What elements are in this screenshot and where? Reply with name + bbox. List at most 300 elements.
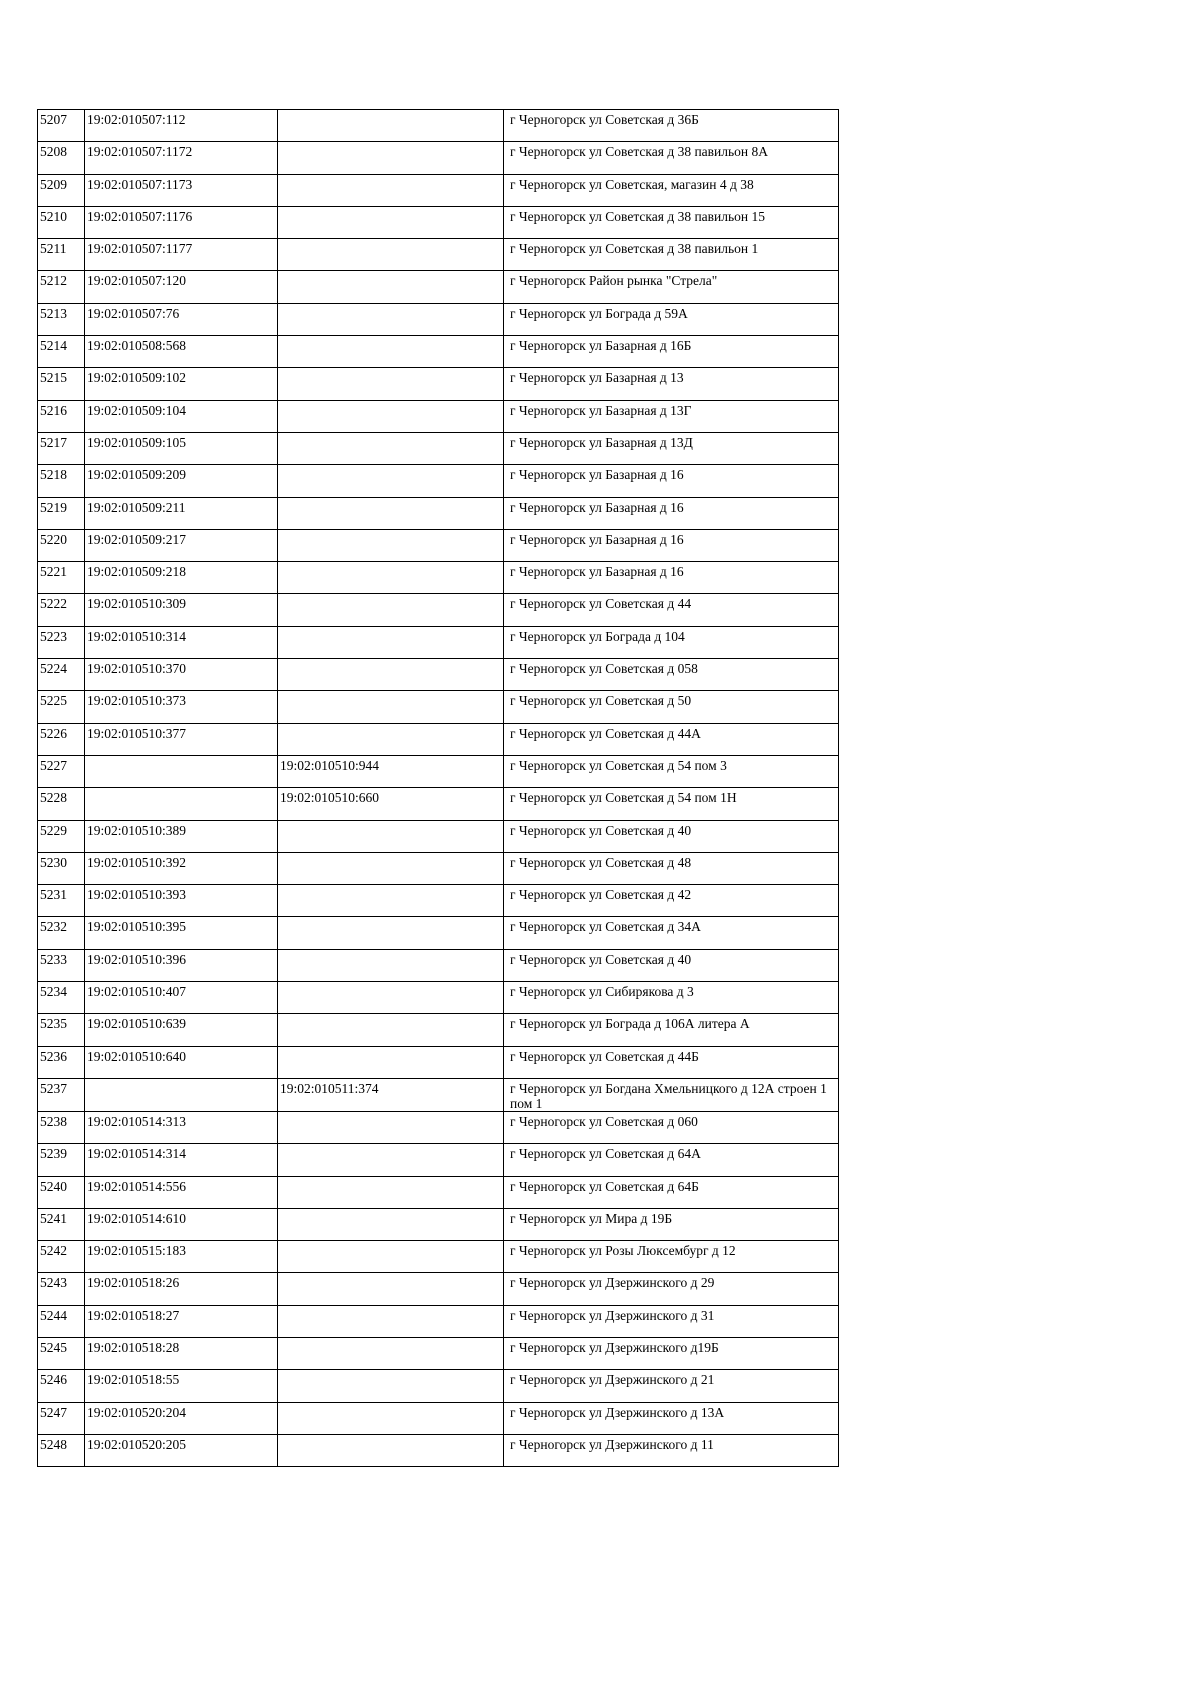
cadastral-number-cell-text: 19:02:010518:28: [87, 1339, 180, 1355]
address-cell-text: г Черногорск ул Советская, магазин 4 д 38: [510, 176, 754, 192]
row-number-cell: [38, 626, 85, 658]
table-row: [38, 949, 839, 981]
cadastral-number-cell: [85, 303, 278, 335]
row-number-cell: [38, 691, 85, 723]
row-number-cell-text: 5227: [40, 757, 67, 773]
row-number-cell: [38, 1370, 85, 1402]
cadastral-number-cell: [85, 1305, 278, 1337]
room-cadastral-number-cell-text: [280, 982, 503, 984]
room-cadastral-number-cell-text: [280, 1403, 503, 1405]
cadastral-number-cell: [85, 1402, 278, 1434]
row-number-cell: [38, 1305, 85, 1337]
room-cadastral-number-cell: [278, 465, 504, 497]
row-number-cell-text: 5244: [40, 1307, 67, 1323]
address-cell-text: г Черногорск Район рынка "Стрела": [510, 273, 718, 289]
room-cadastral-number-cell-text: [280, 271, 503, 273]
cadastral-number-cell-text: 19:02:010509:209: [87, 467, 187, 483]
table-row: [38, 1144, 839, 1176]
address-cell-text: г Черногорск ул Дзержинского д 13А: [510, 1404, 725, 1420]
cadastral-number-cell: [85, 885, 278, 917]
cadastral-number-cell: [85, 432, 278, 464]
row-number-cell: [38, 788, 85, 820]
row-number-cell-text: 5211: [40, 241, 67, 257]
table-row: [38, 1402, 839, 1434]
cadastral-number-cell-text: 19:02:010514:314: [87, 1146, 187, 1162]
room-cadastral-number-cell: [278, 174, 504, 206]
table-row: [38, 755, 839, 787]
room-cadastral-number-cell: [278, 336, 504, 368]
cadastral-number-cell-text: 19:02:010507:1177: [87, 241, 193, 257]
table-row: [38, 432, 839, 464]
row-number-cell: [38, 1014, 85, 1046]
cadastral-number-cell-text: 19:02:010515:183: [87, 1243, 187, 1259]
address-cell-text: г Черногорск ул Советская д 058: [510, 661, 698, 677]
table-row: [38, 691, 839, 723]
row-number-cell-text: 5237: [40, 1080, 67, 1096]
address-cell-text: г Черногорск ул Советская д 38 павильон 15: [510, 208, 766, 224]
room-cadastral-number-cell-text: [280, 917, 503, 919]
row-number-cell: [38, 1241, 85, 1273]
cadastral-number-cell-text: 19:02:010510:389: [87, 822, 187, 838]
address-cell: [504, 206, 839, 238]
table-row: [38, 917, 839, 949]
row-number-cell-text: 5235: [40, 1016, 67, 1032]
address-cell: [504, 755, 839, 787]
cadastral-number-cell-text: 19:02:010507:112: [87, 112, 186, 127]
cadastral-number-cell-text: 19:02:010518:55: [87, 1372, 180, 1388]
row-number-cell-text: 5207: [40, 112, 67, 127]
table-row: [38, 529, 839, 561]
row-number-cell: [38, 368, 85, 400]
address-cell-text: г Черногорск ул Базарная д 16: [510, 564, 684, 580]
room-cadastral-number-cell-text: [280, 821, 503, 823]
table-row: [38, 1046, 839, 1078]
room-cadastral-number-cell-text: [280, 1112, 503, 1114]
address-cell: [504, 659, 839, 691]
row-number-cell-text: 5239: [40, 1146, 67, 1162]
cadastral-number-cell-text: 19:02:010507:1173: [87, 176, 193, 192]
row-number-cell-text: 5242: [40, 1243, 67, 1259]
row-number-cell: [38, 1337, 85, 1369]
row-number-cell-text: 5221: [40, 564, 67, 580]
row-number-cell-text: 5240: [40, 1178, 67, 1194]
cadastral-number-cell-text: 19:02:010509:105: [87, 434, 187, 450]
row-number-cell-text: 5225: [40, 693, 67, 709]
address-cell: [504, 917, 839, 949]
cadastral-number-cell: [85, 497, 278, 529]
address-cell: [504, 723, 839, 755]
row-number-cell: [38, 303, 85, 335]
cadastral-number-cell-text: [87, 756, 277, 758]
cadastral-number-cell-text: 19:02:010510:392: [87, 854, 187, 870]
cadastral-number-cell: [85, 982, 278, 1014]
address-cell-text: г Черногорск ул Розы Люксембург д 12: [510, 1243, 736, 1259]
cadastral-number-cell-text: 19:02:010509:218: [87, 564, 187, 580]
room-cadastral-number-cell: [278, 529, 504, 561]
room-cadastral-number-cell: [278, 723, 504, 755]
row-number-cell: [38, 239, 85, 271]
cadastral-number-cell-text: 19:02:010510:393: [87, 887, 187, 903]
address-cell-text: г Черногорск ул Советская д 54 пом 1Н: [510, 790, 737, 806]
table-row: [38, 142, 839, 174]
room-cadastral-number-cell: [278, 271, 504, 303]
cadastral-number-cell-text: 19:02:010514:556: [87, 1178, 187, 1194]
row-number-cell-text: 5230: [40, 854, 67, 870]
cadastral-number-cell-text: 19:02:010508:568: [87, 338, 187, 354]
address-cell: [504, 1434, 839, 1466]
table-row: [38, 206, 839, 238]
cadastral-number-cell-text: 19:02:010510:640: [87, 1048, 187, 1064]
room-cadastral-number-cell: [278, 982, 504, 1014]
row-number-cell: [38, 497, 85, 529]
cadastral-number-cell: [85, 723, 278, 755]
address-cell-text: г Черногорск ул Дзержинского д 11: [510, 1436, 714, 1452]
row-number-cell: [38, 174, 85, 206]
row-number-cell: [38, 885, 85, 917]
cadastral-number-cell: [85, 142, 278, 174]
room-cadastral-number-cell: [278, 142, 504, 174]
row-number-cell: [38, 723, 85, 755]
cadastral-number-cell: [85, 562, 278, 594]
row-number-cell-text: 5229: [40, 822, 67, 838]
cadastral-number-cell-text: 19:02:010509:211: [87, 499, 186, 515]
cadastral-number-cell-text: 19:02:010507:120: [87, 273, 187, 289]
room-cadastral-number-cell: [278, 1337, 504, 1369]
cadastral-number-cell: [85, 1046, 278, 1078]
table-row: [38, 336, 839, 368]
row-number-cell-text: 5209: [40, 176, 67, 192]
address-cell-text: г Черногорск ул Дзержинского д 21: [510, 1372, 715, 1388]
room-cadastral-number-cell: [278, 1111, 504, 1143]
address-cell-text: г Черногорск ул Советская д 48: [510, 854, 692, 870]
row-number-cell: [38, 949, 85, 981]
address-cell-text: г Черногорск ул Богдана Хмельницкого д 12А строен 1 пом 1: [510, 1080, 827, 1111]
cadastral-number-cell: [85, 1434, 278, 1466]
registry-table: [37, 109, 839, 1467]
address-cell: [504, 1111, 839, 1143]
row-number-cell-text: 5233: [40, 951, 67, 967]
address-cell: [504, 239, 839, 271]
cadastral-number-cell: [85, 465, 278, 497]
address-cell: [504, 982, 839, 1014]
address-cell: [504, 1144, 839, 1176]
room-cadastral-number-cell-text: [280, 853, 503, 855]
cadastral-number-cell: [85, 659, 278, 691]
address-cell: [504, 885, 839, 917]
address-cell-text: г Черногорск ул Сибирякова д 3: [510, 984, 694, 1000]
table-row: [38, 982, 839, 1014]
room-cadastral-number-cell: [278, 626, 504, 658]
row-number-cell-text: 5234: [40, 984, 67, 1000]
room-cadastral-number-cell: [278, 949, 504, 981]
room-cadastral-number-cell-text: [280, 950, 503, 952]
row-number-cell-text: 5241: [40, 1210, 67, 1226]
address-cell-text: г Черногорск ул Советская д 44: [510, 596, 692, 612]
row-number-cell: [38, 1402, 85, 1434]
row-number-cell: [38, 336, 85, 368]
room-cadastral-number-cell: [278, 885, 504, 917]
table-row: [38, 465, 839, 497]
address-cell: [504, 336, 839, 368]
table-row: [38, 1434, 839, 1466]
cadastral-number-cell-text: 19:02:010509:104: [87, 402, 187, 418]
address-cell-text: г Черногорск ул Базарная д 13Д: [510, 434, 693, 450]
room-cadastral-number-cell: [278, 1176, 504, 1208]
room-cadastral-number-cell: [278, 432, 504, 464]
room-cadastral-number-cell-text: [280, 1338, 503, 1340]
room-cadastral-number-cell: [278, 659, 504, 691]
room-cadastral-number-cell-text: [280, 368, 503, 370]
address-cell: [504, 562, 839, 594]
room-cadastral-number-cell: [278, 1046, 504, 1078]
table-row: [38, 400, 839, 432]
address-cell-text: г Черногорск ул Базарная д 13Г: [510, 402, 692, 418]
room-cadastral-number-cell: [278, 1434, 504, 1466]
address-cell-text: г Черногорск ул Дзержинского д19Б: [510, 1339, 719, 1355]
address-cell-text: г Черногорск ул Бограда д 106А литера А: [510, 1016, 750, 1032]
row-number-cell-text: 5245: [40, 1339, 67, 1355]
room-cadastral-number-cell-text: [280, 1209, 503, 1211]
room-cadastral-number-cell: [278, 110, 504, 142]
address-cell: [504, 691, 839, 723]
room-cadastral-number-cell: [278, 1144, 504, 1176]
room-cadastral-number-cell: [278, 917, 504, 949]
address-cell-text: г Черногорск ул Советская д 64Б: [510, 1178, 699, 1194]
cadastral-number-cell-text: 19:02:010510:407: [87, 984, 187, 1000]
room-cadastral-number-cell: [278, 820, 504, 852]
registry-table-body: [38, 110, 839, 1467]
address-cell: [504, 626, 839, 658]
cadastral-number-cell: [85, 1176, 278, 1208]
room-cadastral-number-cell: [278, 1402, 504, 1434]
table-row: [38, 110, 839, 142]
room-cadastral-number-cell: [278, 1014, 504, 1046]
row-number-cell-text: 5238: [40, 1113, 67, 1129]
address-cell-text: г Черногорск ул Бограда д 59А: [510, 305, 688, 321]
room-cadastral-number-cell: [278, 400, 504, 432]
cadastral-number-cell: [85, 820, 278, 852]
cadastral-number-cell: [85, 594, 278, 626]
address-cell-text: г Черногорск ул Советская д 38 павильон 8А: [510, 144, 769, 160]
row-number-cell-text: 5218: [40, 467, 67, 483]
table-row: [38, 723, 839, 755]
cadastral-number-cell: [85, 1014, 278, 1046]
row-number-cell: [38, 1046, 85, 1078]
room-cadastral-number-cell-text: [280, 175, 503, 177]
cadastral-number-cell-text: 19:02:010510:373: [87, 693, 187, 709]
table-row: [38, 239, 839, 271]
table-row: [38, 368, 839, 400]
room-cadastral-number-cell-text: [280, 1306, 503, 1308]
room-cadastral-number-cell-text: 19:02:010510:944: [280, 757, 380, 773]
room-cadastral-number-cell-text: [280, 1435, 503, 1437]
row-number-cell: [38, 1078, 85, 1111]
table-row: [38, 1305, 839, 1337]
address-cell-text: г Черногорск ул Базарная д 13: [510, 370, 684, 386]
row-number-cell: [38, 1434, 85, 1466]
row-number-cell-text: 5236: [40, 1048, 67, 1064]
address-cell: [504, 1402, 839, 1434]
cadastral-number-cell-text: 19:02:010509:217: [87, 531, 187, 547]
room-cadastral-number-cell-text: [280, 1144, 503, 1146]
room-cadastral-number-cell-text: [280, 336, 503, 338]
address-cell: [504, 1337, 839, 1369]
cadastral-number-cell-text: 19:02:010518:27: [87, 1307, 180, 1323]
row-number-cell: [38, 271, 85, 303]
room-cadastral-number-cell-text: [280, 142, 503, 144]
address-cell: [504, 1370, 839, 1402]
room-cadastral-number-cell-text: [280, 498, 503, 500]
room-cadastral-number-cell-text: [280, 594, 503, 596]
cadastral-number-cell-text: 19:02:010510:396: [87, 951, 187, 967]
room-cadastral-number-cell: [278, 497, 504, 529]
row-number-cell: [38, 982, 85, 1014]
room-cadastral-number-cell-text: [280, 530, 503, 532]
row-number-cell: [38, 465, 85, 497]
cadastral-number-cell-text: 19:02:010510:377: [87, 725, 187, 741]
cadastral-number-cell: [85, 206, 278, 238]
cadastral-number-cell-text: 19:02:010510:370: [87, 661, 187, 677]
address-cell: [504, 303, 839, 335]
room-cadastral-number-cell: [278, 206, 504, 238]
cadastral-number-cell-text: 19:02:010514:610: [87, 1210, 187, 1226]
row-number-cell: [38, 1176, 85, 1208]
table-row: [38, 1111, 839, 1143]
address-cell: [504, 432, 839, 464]
row-number-cell: [38, 852, 85, 884]
table-row: [38, 1208, 839, 1240]
address-cell: [504, 820, 839, 852]
table-row: [38, 1273, 839, 1305]
address-cell: [504, 110, 839, 142]
row-number-cell-text: 5232: [40, 919, 67, 935]
row-number-cell: [38, 820, 85, 852]
room-cadastral-number-cell-text: [280, 885, 503, 887]
row-number-cell-text: 5212: [40, 273, 67, 289]
row-number-cell-text: 5217: [40, 434, 67, 450]
room-cadastral-number-cell-text: [280, 110, 503, 112]
address-cell: [504, 142, 839, 174]
row-number-cell-text: 5219: [40, 499, 67, 515]
table-row: [38, 271, 839, 303]
address-cell: [504, 594, 839, 626]
table-row: [38, 1014, 839, 1046]
cadastral-number-cell: [85, 1208, 278, 1240]
cadastral-number-cell: [85, 368, 278, 400]
room-cadastral-number-cell-text: [280, 1014, 503, 1016]
table-row: [38, 303, 839, 335]
row-number-cell: [38, 206, 85, 238]
room-cadastral-number-cell: [278, 1305, 504, 1337]
address-cell-text: г Черногорск ул Советская д 64А: [510, 1146, 701, 1162]
table-row: [38, 820, 839, 852]
row-number-cell-text: 5246: [40, 1372, 67, 1388]
cadastral-number-cell-text: 19:02:010520:205: [87, 1436, 187, 1452]
row-number-cell-text: 5216: [40, 402, 67, 418]
table-row: [38, 1337, 839, 1369]
cadastral-number-cell: [85, 626, 278, 658]
address-cell: [504, 788, 839, 820]
row-number-cell: [38, 529, 85, 561]
cadastral-number-cell-text: 19:02:010510:395: [87, 919, 187, 935]
address-cell: [504, 1208, 839, 1240]
room-cadastral-number-cell: [278, 594, 504, 626]
room-cadastral-number-cell: [278, 562, 504, 594]
room-cadastral-number-cell-text: [280, 562, 503, 564]
row-number-cell-text: 5208: [40, 144, 67, 160]
address-cell-text: г Черногорск ул Советская д 36Б: [510, 112, 699, 127]
table-row: [38, 1370, 839, 1402]
cadastral-number-cell: [85, 529, 278, 561]
cadastral-number-cell: [85, 917, 278, 949]
row-number-cell-text: 5210: [40, 208, 67, 224]
table-row: [38, 659, 839, 691]
row-number-cell: [38, 562, 85, 594]
row-number-cell: [38, 142, 85, 174]
cadastral-number-cell: [85, 691, 278, 723]
room-cadastral-number-cell: [278, 239, 504, 271]
row-number-cell-text: 5231: [40, 887, 67, 903]
address-cell-text: г Черногорск ул Базарная д 16: [510, 499, 684, 515]
row-number-cell: [38, 110, 85, 142]
cadastral-number-cell-text: 19:02:010510:314: [87, 628, 187, 644]
room-cadastral-number-cell-text: [280, 1177, 503, 1179]
row-number-cell: [38, 400, 85, 432]
row-number-cell: [38, 755, 85, 787]
row-number-cell-text: 5248: [40, 1436, 67, 1452]
row-number-cell-text: 5220: [40, 531, 67, 547]
room-cadastral-number-cell-text: 19:02:010511:374: [280, 1080, 379, 1096]
address-cell: [504, 1014, 839, 1046]
room-cadastral-number-cell-text: [280, 627, 503, 629]
cadastral-number-cell-text: 19:02:010510:309: [87, 596, 187, 612]
address-cell-text: г Черногорск ул Советская д 40: [510, 951, 692, 967]
room-cadastral-number-cell-text: [280, 207, 503, 209]
table-row: [38, 1078, 839, 1111]
address-cell-text: г Черногорск ул Базарная д 16: [510, 531, 684, 547]
row-number-cell-text: 5214: [40, 338, 67, 354]
address-cell-text: г Черногорск ул Дзержинского д 29: [510, 1275, 715, 1291]
room-cadastral-number-cell-text: [280, 659, 503, 661]
row-number-cell: [38, 432, 85, 464]
room-cadastral-number-cell: [278, 788, 504, 820]
row-number-cell-text: 5222: [40, 596, 67, 612]
row-number-cell-text: 5247: [40, 1404, 67, 1420]
row-number-cell-text: 5228: [40, 790, 67, 806]
row-number-cell-text: 5243: [40, 1275, 67, 1291]
row-number-cell: [38, 1273, 85, 1305]
address-cell-text: г Черногорск ул Советская д 54 пом 3: [510, 757, 727, 773]
address-cell: [504, 174, 839, 206]
address-cell: [504, 400, 839, 432]
address-cell: [504, 1078, 839, 1111]
cadastral-number-cell-text: [87, 788, 277, 790]
cadastral-number-cell: [85, 852, 278, 884]
table-row: [38, 174, 839, 206]
room-cadastral-number-cell-text: [280, 465, 503, 467]
address-cell-text: г Черногорск ул Мира д 19Б: [510, 1210, 673, 1226]
table-row: [38, 1176, 839, 1208]
cadastral-number-cell: [85, 1241, 278, 1273]
cadastral-number-cell-text: 19:02:010509:102: [87, 370, 187, 386]
address-cell: [504, 1046, 839, 1078]
row-number-cell: [38, 1144, 85, 1176]
address-cell-text: г Черногорск ул Советская д 060: [510, 1113, 698, 1129]
room-cadastral-number-cell-text: [280, 304, 503, 306]
row-number-cell: [38, 917, 85, 949]
room-cadastral-number-cell-text: [280, 691, 503, 693]
cadastral-number-cell: [85, 949, 278, 981]
